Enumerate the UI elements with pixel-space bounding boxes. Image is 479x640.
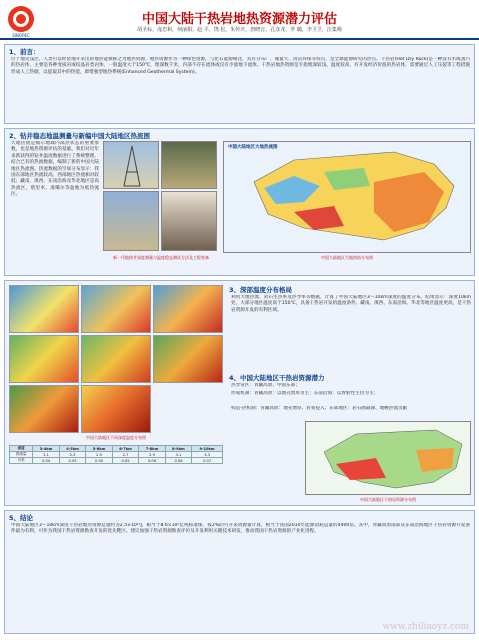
caption-drilling: 新一代地热井深度测量与温度稳态测试方法及工程装备 — [113, 255, 209, 260]
temp-map-5 — [81, 335, 151, 383]
caption-heatflow-map: 中国大陆地区大地热流分布图 — [321, 255, 373, 260]
table-cell: 0.05 — [112, 458, 138, 464]
table-cell: 0.05 — [59, 458, 85, 464]
section-conclusion — [4, 510, 475, 634]
temp-map-7 — [9, 385, 79, 433]
section-resource-line3: 构造-热机制：青藏高原：地壳增厚、岩浆侵入；东部地区：岩石圈减薄、地幔热流贡献 — [231, 406, 408, 411]
drilling-rig-icon — [104, 142, 159, 189]
table-cell: 3.1 — [165, 452, 191, 458]
section-temperature-title: 3、深部温度分布格局 — [229, 286, 293, 294]
temp-map-2 — [81, 285, 151, 333]
table-cell: 2.5 — [86, 452, 112, 458]
table-header-cell: 5-6km — [86, 446, 112, 452]
table-cell: 2.1 — [33, 452, 59, 458]
table-cell: 2.3 — [59, 452, 85, 458]
header — [0, 0, 479, 40]
table-cell: 0.04 — [33, 458, 59, 464]
temp-map-1 — [9, 285, 79, 333]
table-header-cell: 3-4km — [33, 446, 59, 452]
drilling-photo — [103, 141, 159, 189]
poster-title: 中国大陆干热岩地热资源潜力评估 — [141, 12, 337, 27]
section-temperature-text: 利用大地热流、岩石生热率及热导率等数据，计算了中国大陆地区3～10km深度的温度分布。结果显示：深度10km处，大部分地区温度高于150℃，具备干热岩开发的温度条件。藏南、滇西、东南沿海、华北等地区温度更高，是干热岩资源开发的有利区域。 — [231, 295, 471, 313]
table-cell: 资源量 — [10, 452, 33, 458]
logo-text: SINOPEC — [12, 33, 30, 38]
watermark: www.zhiliaoyz.com — [382, 622, 469, 632]
heat-flow-map-title: 中国大陆地区大地热流图 — [228, 145, 278, 150]
table-cell: 可采 — [10, 458, 33, 464]
resource-table — [9, 445, 223, 464]
table-header-cell: 深度 — [10, 446, 33, 452]
table-cell: 3.3 — [192, 452, 223, 458]
table-cell: 2.7 — [112, 452, 138, 458]
section-conclusion-title: 5、结论 — [9, 514, 34, 522]
temp-map-8 — [81, 385, 151, 433]
caption-resource-map: 中国大陆地区干热岩资源分布图 — [360, 497, 416, 502]
table-header-cell: 7-8km — [139, 446, 165, 452]
field-photo — [103, 191, 159, 251]
table-cell: 0.05 — [86, 458, 112, 464]
authors: 胡圣标，庞忠和，何丽娟，赵 平，饶 松，朱传庆，唐晓音，孔彦龙，罗 璐，李卫卫，汪集暘 — [137, 27, 342, 33]
section-resource-title: 4、中国大陆地区干热岩资源潜力 — [229, 374, 325, 382]
equipment-photo — [161, 141, 217, 189]
section-heatflow-title: 2、钻井稳态地温测量与新编中国大陆地区热流图 — [9, 132, 151, 140]
section-heatflow — [4, 128, 475, 276]
section-intro-title: 1、前言： — [9, 48, 40, 56]
table-header-cell: 9-10km — [192, 446, 223, 452]
section-conclusion-text: 中国大陆地区3～10km深度干热岩地热资源总量约为2.5×10²⁵J，相当于8.6×10⁶亿吨标准煤，按2%的可开采资源量计算，相当于我国2010年能源消耗总量的4400倍。其中，青藏高原南部及东南沿海地区干热岩资源开发条件最为有利，可作为我国干热岩资源勘查开发的优先靶区。建议加强干热岩资源勘查评价及开发利用关键技术研发，推动我国干热岩资源的产业化进程。 — [11, 523, 470, 535]
table-header-cell: 6-7km — [112, 446, 138, 452]
section-intro-text: 位于地壳浅层，人类可以经济地开采出的地热能被称之为地热资源。地热资源作为一种绿色资源，与化石能源相比，具有分布广、储量大、清洁环保等特点，是全球能源研究的热点。干热岩(Hot Dry Rock)是一种没有水或蒸汽的热岩体，主要是各种变质岩或结晶岩类岩体，一般温度大于150℃，埋深数千米，内部不存在流体或仅有少量地下流体。干热岩地热资源是专指埋深较浅、温度较高、有开发经济价值的热岩体，需要通过人工压裂等工程措施形成人工热储，以提取其中的热能，即增强型地热系统(Enhanced Geothermal System)。 — [11, 57, 470, 75]
resource-map — [305, 421, 471, 495]
table-cell: 0.06 — [165, 458, 191, 464]
table-row — [10, 458, 223, 464]
china-heatflow-map-icon — [224, 142, 471, 253]
temp-map-6 — [153, 335, 223, 383]
table-cell: 0.06 — [139, 458, 165, 464]
section-resource-line2: 形成机制：青藏高原：以地壳增厚为主；东南沿海：以放射性生热为主； — [231, 391, 379, 396]
section-intro — [4, 44, 475, 124]
china-resource-map-icon — [306, 422, 471, 495]
caption-temp-maps: 中国大陆地区不同深度温度分布图 — [86, 435, 146, 440]
heat-flow-map — [223, 141, 471, 253]
probe-photo — [161, 191, 217, 251]
table-cell: 2.9 — [139, 452, 165, 458]
section-temperature — [4, 280, 475, 506]
section-heatflow-text: 大地热流是揭示地球内部热状态的重要参数，也是地热资源评估的基础。我们对近年来新获得的钻井温度数据进行了系统整理，结合已有的热流数据，编制了新的中国大陆地区热流图。热流数据的空间分布显示：我国东部地区热流较高，西部地区热流相对较低；藏南、滇西、东南沿海及华北地区是高热流区，塔里木、准噶尔等盆地为低热流区。 — [11, 141, 99, 198]
temp-map-3 — [153, 285, 223, 333]
temp-map-4 — [9, 335, 79, 383]
section-resource-line1: 热异常区：青藏高原、中国东部； — [231, 383, 300, 388]
table-cell: 0.07 — [192, 458, 223, 464]
table-header-cell: 8-9km — [165, 446, 191, 452]
table-header-cell: 4-5km — [59, 446, 85, 452]
